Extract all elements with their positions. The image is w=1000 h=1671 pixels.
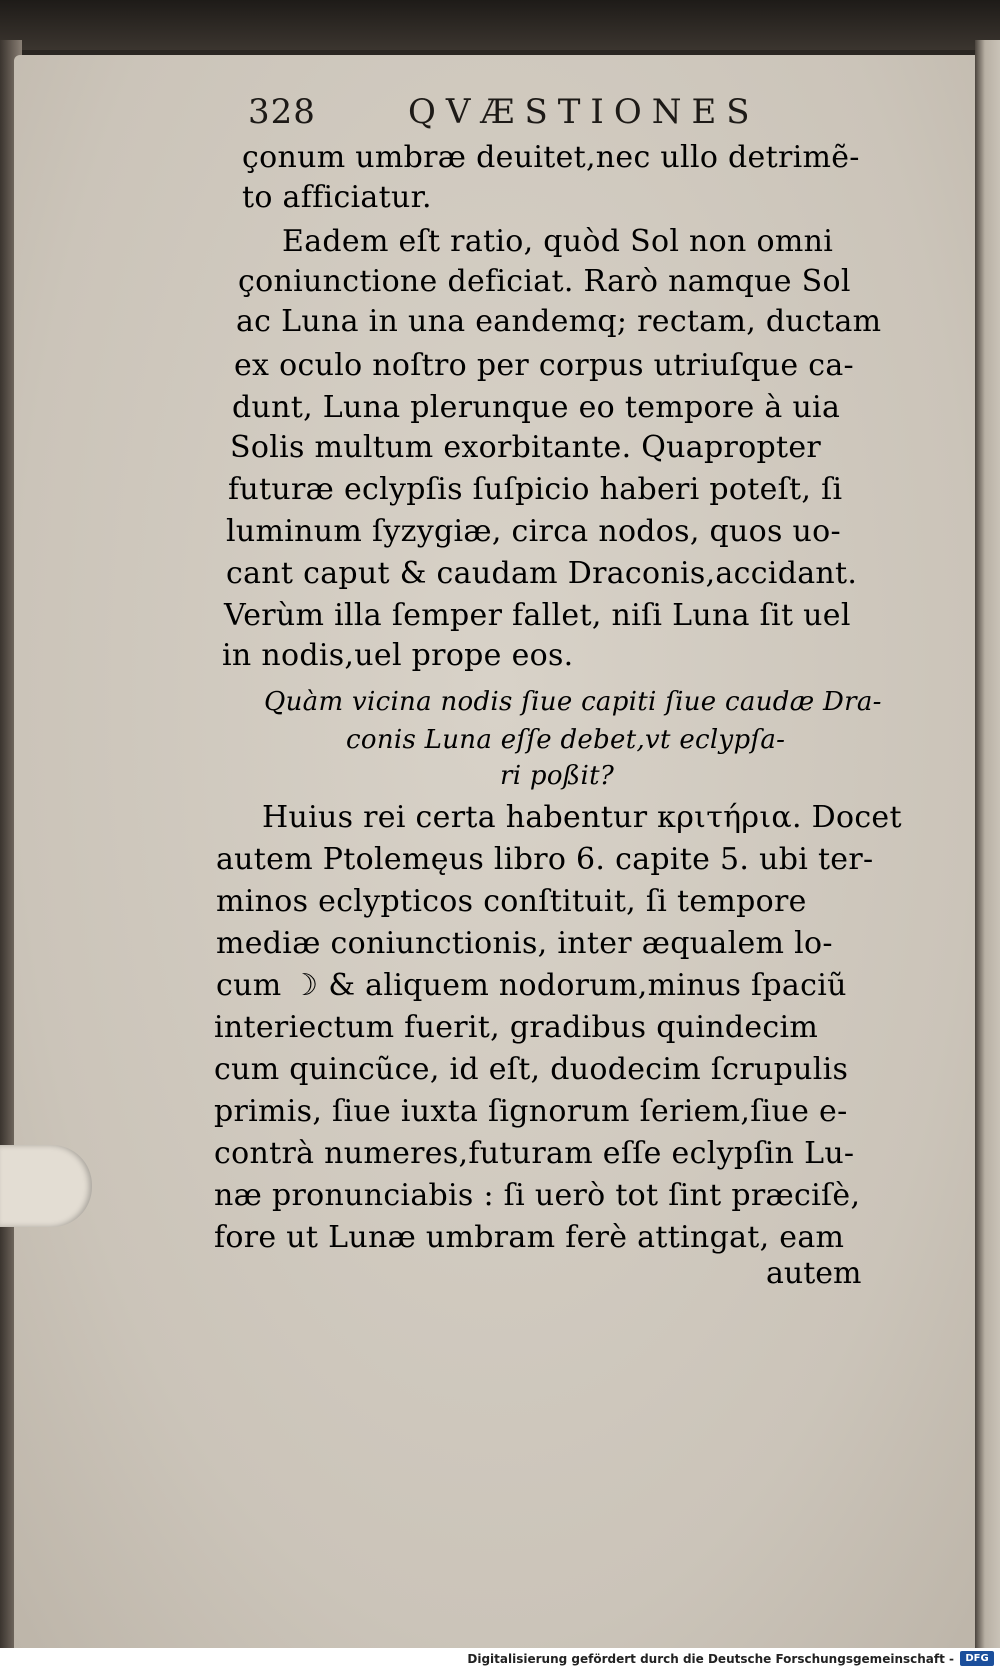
text-line: næ pronunciabis : ſi uerò tot ſint præciſè, [214, 1178, 861, 1213]
text-line: fore ut Lunæ umbram ferè attingat, eam [214, 1220, 845, 1255]
text-line: cum quincũce, id eſt, duodecim ſcrupulis [214, 1052, 849, 1087]
page-number: 328 [248, 92, 316, 132]
text-line: cum ☽ & aliquem nodorum,minus ſpaciũ [216, 968, 847, 1003]
heading-line: ri poßit? [500, 761, 615, 791]
facing-page-sliver [975, 40, 1000, 1648]
text-line: interiectum fuerit, gradibus quindecim [214, 1010, 819, 1045]
digitization-footer [0, 1648, 1000, 1671]
text-line: luminum ſyzygiæ, circa nodos, quos uo- [226, 514, 841, 549]
text-line: Solis multum exorbitante. Quapropter [230, 430, 822, 465]
text-line: contrà numeres,futuram eſſe eclypſin Lu- [214, 1136, 855, 1171]
text-line: çonum umbræ deuitet,nec ullo detrimẽ- [242, 140, 860, 175]
text-line: futuræ eclypſis ſuſpicio haberi poteſt, ſi [228, 472, 843, 507]
text-line: mediæ coniunctionis, inter æqualem lo- [216, 926, 833, 961]
text-line: ac Luna in una eandemq; rectam, ductam [236, 304, 882, 339]
text-line: minos eclypticos conſtituit, ſi tempore [216, 884, 807, 919]
page-clip-tab [0, 1145, 92, 1227]
dfg-logo: DFG [960, 1651, 994, 1666]
text-line: dunt, Luna plerunque eo tempore à uia [232, 390, 841, 425]
text-line: to afficiatur. [242, 180, 432, 215]
text-line: çoniunctione deficiat. Rarò namque Sol [238, 264, 851, 299]
text-line: autem Ptolemęus libro 6. capite 5. ubi ter- [216, 842, 874, 877]
heading-line: conis Luna eſſe debet,vt eclypſa- [346, 725, 786, 755]
heading-line: Quàm vicina nodis ſiue capiti ſiue caudæ Dra- [264, 687, 882, 717]
text-line: Eadem eſt ratio, quòd Sol non omni [282, 224, 834, 259]
text-line: primis, ſiue iuxta ſignorum ſeriem,ſiue e- [214, 1094, 848, 1129]
running-title: QVÆSTIONES [408, 92, 760, 132]
text-line: in nodis,uel prope eos. [222, 638, 574, 673]
running-head [248, 92, 760, 140]
text-line: ex oculo noſtro per corpus utriuſque ca- [234, 348, 854, 383]
text-line: cant caput & caudam Draconis,accidant. [226, 556, 858, 591]
catchword: autem [766, 1256, 862, 1291]
binding-shadow-top [0, 0, 1000, 50]
funding-credit: Digitalisierung gefördert durch die Deutsche Forschungsgemeinschaft - [467, 1652, 954, 1666]
text-line: Huius rei certa habentur κριτήρια. Docet [262, 800, 902, 835]
text-line: Verùm illa ſemper fallet, niſi Luna ſit uel [224, 598, 851, 633]
